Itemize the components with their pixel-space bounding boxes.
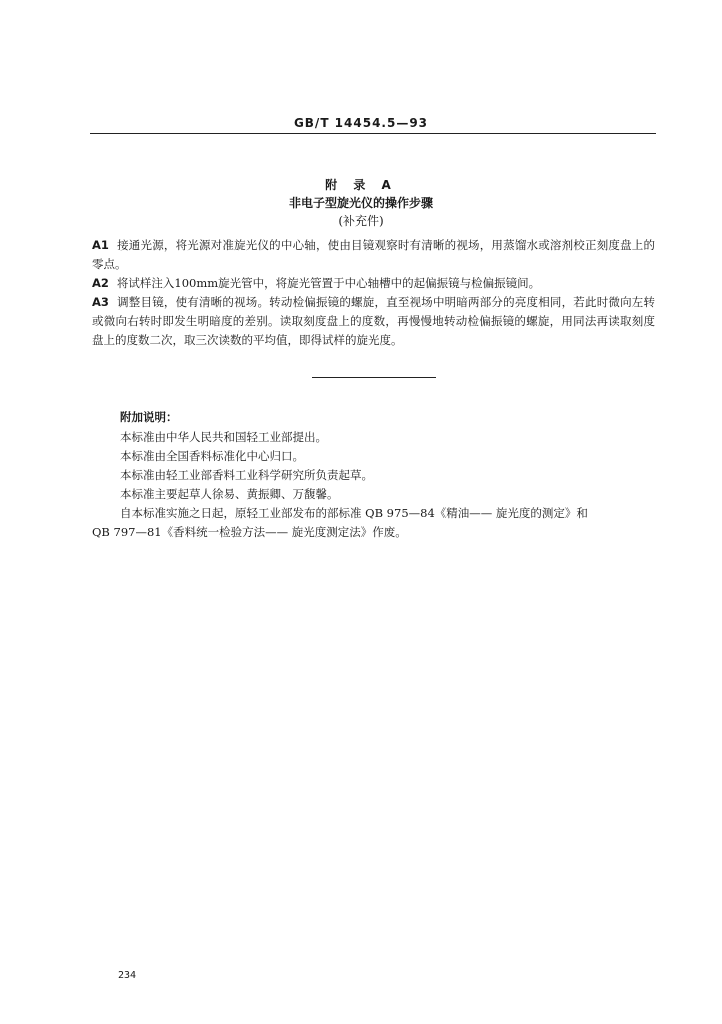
clause-a1: [92, 236, 655, 274]
clause-number: A1: [92, 238, 109, 252]
standard-number-header: GB/T 14454.5—93: [293, 116, 429, 130]
appendix-title: 附 录 A: [325, 178, 397, 192]
clause-text: 调整目镜，使有清晰的视场。转动检偏振镜的螺旋，直至视场中明暗两部分的亮度相同，若此时微向左转或微向右转时即发生明暗度的差别。读取刻度盘上的度数，再慢慢地转动检偏振镜的螺旋，用同法再读取刻度盘上的度数二次，取三次读数的平均值，即得试样的旋光度。: [92, 295, 655, 347]
appendix-subtitle: 非电子型旋光仪的操作步骤: [288, 196, 433, 210]
note-line: 自本标准实施之日起，原轻工业部发布的部标准 QB 975—84《精油—— 旋光度的测定》和: [120, 506, 588, 520]
header-rule: [90, 133, 656, 134]
clause-text: 将试样注入100mm旋光管中，将旋光管置于中心轴槽中的起偏振镜与检偏振镜间。: [116, 276, 541, 290]
end-rule: [312, 377, 436, 378]
notes-heading: 附加说明：: [120, 410, 178, 424]
clause-a3: [92, 293, 655, 350]
note-line: 本标准由轻工业部香料工业科学研究所负责起草。: [120, 468, 373, 482]
clause-text: 接通光源，将光源对准旋光仪的中心轴，使由目镜观察时有清晰的视场，用蒸馏水或溶剂校正刻度盘上的零点。: [92, 238, 655, 271]
clause-a2: [92, 274, 655, 293]
note-line: QB 797—81《香料统一检验方法—— 旋光度测定法》作废。: [92, 525, 407, 539]
note-line: 本标准主要起草人徐易、黄振卿、万馥馨。: [120, 487, 339, 501]
clause-number: A2: [92, 276, 109, 290]
note-line: 本标准由中华人民共和国轻工业部提出。: [120, 430, 327, 444]
clause-number: A3: [92, 295, 109, 309]
note-line: 本标准由全国香料标准化中心归口。: [120, 449, 304, 463]
appendix-note: (补充件): [338, 214, 384, 228]
page-number: 234: [118, 970, 137, 981]
